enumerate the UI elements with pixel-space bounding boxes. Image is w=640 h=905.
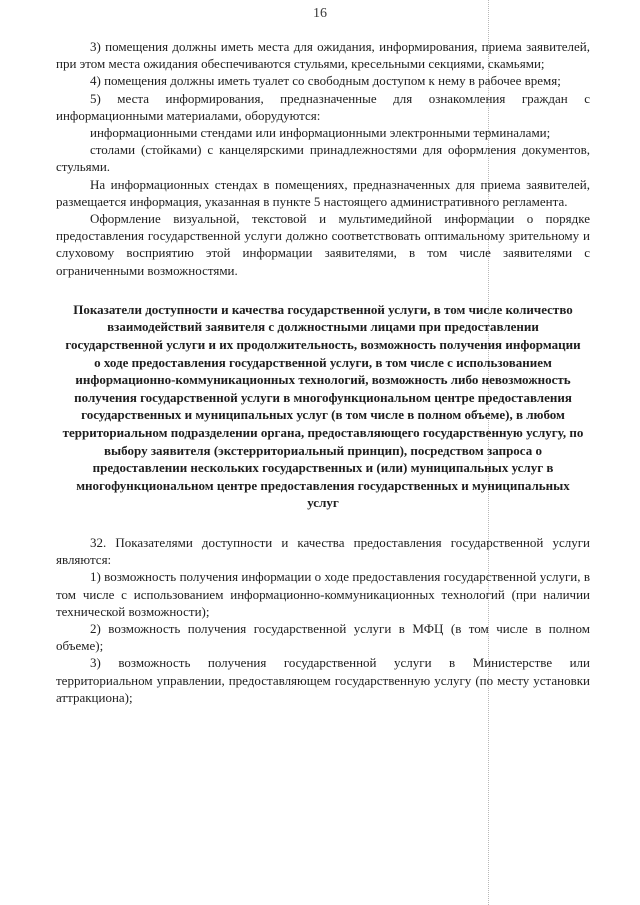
- indicator-2: 2) возможность получения государственной услуги в МФЦ (в том числе в полном объеме);: [56, 620, 590, 654]
- info-design-paragraph: Оформление визуальной, текстовой и мультимедийной информации о порядке предоставления государственной услуги должно соответствовать оптимальному зрительному и слуховому восприятию этой информации заявителями, в том числе заявителями с ограниченными возможностями.: [56, 211, 590, 278]
- item-32-intro: 32. Показателями доступности и качества предоставления государственной услуги являются:: [56, 534, 590, 568]
- list-item-3: 3) помещения должны иметь места для ожидания, информирования, приема заявителей, при этом места ожидания обеспечиваются стульями, кресельными секциями, скамьями;: [56, 39, 590, 72]
- info-stands-paragraph: На информационных стендах в помещениях, предназначенных для приема заявителей, размещается информация, указанная в пункте 5 настоящего административного регламента.: [56, 176, 590, 209]
- section-heading: Показатели доступности и качества государственной услуги, в том числе количество взаимодействий заявителя с должностными лицами при предоставлении государственной услуги и их продолжительность, возможность получения информации о ходе предоставления государственной услуги, в том числе с использованием информационно-коммуникационных технологий, возможность либо невозможность получения государственной услуги в многофункциональном центре предоставления государственных и муниципальных услуг (в том числе в полном объеме), в любом территориальном подразделении органа, предоставляющего государственную услугу, по выбору заявителя (экстерриториальный принцип), посредством запроса о предоставлении нескольких государственных и (или) муниципальных услуг в многофункциональном центре предоставления государственных и муниципальных услуг: [62, 301, 584, 511]
- indicator-1: 1) возможность получения информации о ходе предоставления государственной услуги, в том числе с использованием информационно-коммуникационных технологий (при наличии технической возможности);: [56, 569, 590, 619]
- document-body: [56, 38, 590, 706]
- page-number: 16: [313, 6, 327, 21]
- list-item-4: 4) помещения должны иметь туалет со свободным доступом к нему в рабочее время;: [90, 73, 561, 89]
- equipment-tables: столами (стойками) с канцелярскими принадлежностями для оформления документов, стульями.: [56, 142, 590, 175]
- equipment-stands: информационными стендами или информационными электронными терминалами;: [90, 125, 551, 141]
- indicator-3: 3) возможность получения государственной услуги в Министерстве или территориальном управлении, предоставляющем государственную услугу (по месту установки аттракциона);: [56, 655, 590, 705]
- list-item-5: 5) места информирования, предназначенные для ознакомления граждан с информационными материалами, оборудуются:: [56, 90, 590, 123]
